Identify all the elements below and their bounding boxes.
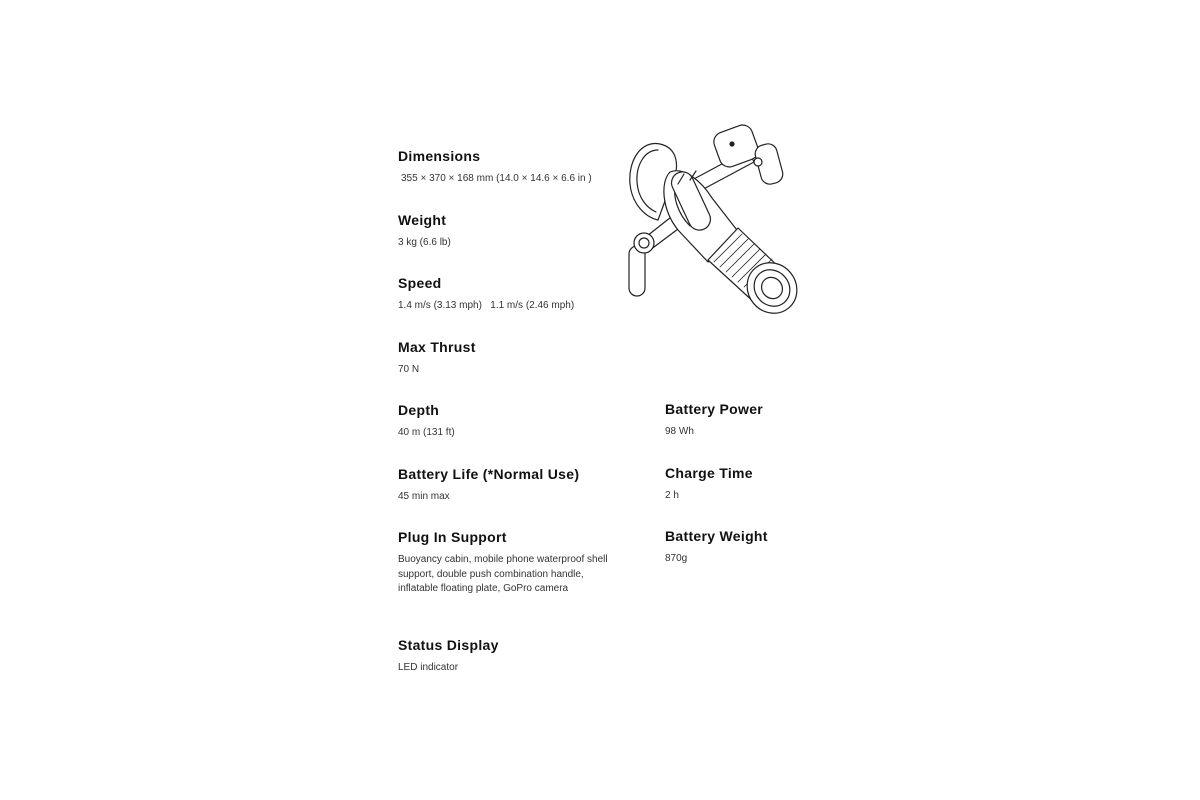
spec-value: 98 Wh <box>665 426 694 437</box>
spec-value: 3 kg (6.6 lb) <box>398 237 451 248</box>
spec-status-display <box>398 637 628 676</box>
spec-max-thrust <box>398 339 628 378</box>
spec-battery-life <box>398 466 628 505</box>
spec-charge-time <box>665 465 865 504</box>
spec-title: Charge Time <box>665 465 753 481</box>
spec-value: 2 h <box>665 490 679 501</box>
spec-value: 1.4 m/s (3.13 mph) 1.1 m/s (2.46 mph) <box>398 300 575 311</box>
spec-plug-in-support <box>398 529 608 597</box>
spec-weight <box>398 212 628 251</box>
underwater-scooter-icon <box>620 122 805 320</box>
spec-value: 870g <box>665 553 688 564</box>
spec-title: Plug In Support <box>398 529 507 545</box>
spec-title: Battery Life (*Normal Use) <box>398 466 580 482</box>
spec-value: 70 N <box>398 364 420 375</box>
spec-title: Battery Weight <box>665 528 768 544</box>
spec-title: Speed <box>398 275 442 291</box>
spec-title: Battery Power <box>665 401 764 417</box>
spec-dimensions <box>398 148 628 187</box>
spec-speed <box>398 275 628 314</box>
spec-title: Weight <box>398 212 447 228</box>
spec-value: 40 m (131 ft) <box>398 427 455 438</box>
spec-title: Dimensions <box>398 148 481 164</box>
spec-battery-power <box>665 401 865 440</box>
spec-depth <box>398 402 628 441</box>
spec-title: Max Thrust <box>398 339 476 355</box>
spec-title: Status Display <box>398 637 499 653</box>
spec-value: 355 × 370 × 168 mm (14.0 × 14.6 × 6.6 in ) <box>401 173 592 184</box>
spec-title: Depth <box>398 402 440 418</box>
spec-battery-weight <box>665 528 865 567</box>
spec-value: LED indicator <box>398 662 459 673</box>
spec-value: 45 min max <box>398 491 450 502</box>
spec-value: Buoyancy cabin, mobile phone waterproof shell support, double push combination handle, inflatable floating plate, GoPro camera <box>398 554 608 594</box>
